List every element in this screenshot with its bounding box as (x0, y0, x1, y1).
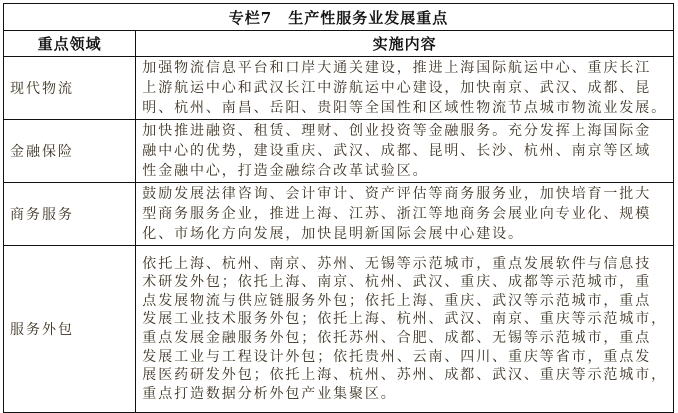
content-line: 发展工业与工程设计外包；依托贵州、云南、四川、重庆等省市，重点发 (142, 348, 652, 365)
content-line: 融中心的优势，建设重庆、武汉、成都、昆明、长沙、杭州、南京等区域 (142, 143, 652, 159)
table-row (4, 120, 674, 183)
content-line: 上游航运中心和武汉长江中游航运中心建设，加快南京、武汉、成都、昆 (142, 80, 652, 96)
row-content (136, 120, 674, 183)
content-line: 展医药研发外包；依托上海、杭州、苏州、成都、武汉、重庆等示范城市， (142, 367, 667, 384)
content-line: 明、杭州、南昌、岳阳、贵阳等全国性和区域性物流节点城市物流业发展。 (142, 100, 667, 116)
content-line: 点发展物流与供应链服务外包；依托上海、重庆、武汉等示范城市，重点 (142, 292, 652, 309)
content-line: 重点打造数据分析外包产业集聚区。 (142, 385, 397, 402)
content-line: 加强物流信息平台和口岸大通关建设，推进上海国际航运中心、重庆长江 (142, 60, 652, 76)
table-row (4, 183, 674, 246)
content-line: 鼓励发展法律咨询、会计审计、资产评估等商务服务业，加快培育一批大 (142, 186, 652, 202)
content-line: 术研发外包；依托上海、南京、杭州、武汉、重庆、成都等示范城市，重 (142, 274, 652, 291)
service-industry-table (3, 3, 674, 413)
content-line: 重点发展金融服务外包；依托苏州、合肥、成都、无锡等示范城市，重点 (142, 330, 652, 346)
table-row (4, 246, 674, 413)
table-row (4, 57, 674, 120)
header-content: 实施内容 (136, 31, 674, 57)
header-area: 重点领域 (4, 31, 136, 57)
content-line: 依托上海、杭州、南京、苏州、无锡等示范城市，重点发展软件与信息技 (142, 255, 652, 272)
row-content (136, 183, 674, 246)
row-area: 现代物流 (4, 57, 136, 120)
table-title: 专栏7 生产性服务业发展重点 (4, 4, 674, 31)
content-line: 化、市场化方向发展，加快昆明新国际会展中心建设。 (142, 226, 524, 242)
content-line: 加快推进融资、租赁、理财、创业投资等金融服务。充分发挥上海国际金 (142, 123, 652, 139)
row-content (136, 246, 674, 413)
row-area: 商务服务 (4, 183, 136, 246)
row-area: 金融保险 (4, 120, 136, 183)
content-line: 型商务服务企业，推进上海、江苏、浙江等地商务会展业向专业化、规模 (142, 206, 652, 222)
content-line: 发展工业技术服务外包；依托上海、杭州、武汉、南京、重庆等示范城市， (142, 311, 667, 328)
content-line: 性金融中心，打造金融综合改革试验区。 (142, 163, 429, 179)
row-area: 服务外包 (4, 246, 136, 413)
row-content (136, 57, 674, 120)
